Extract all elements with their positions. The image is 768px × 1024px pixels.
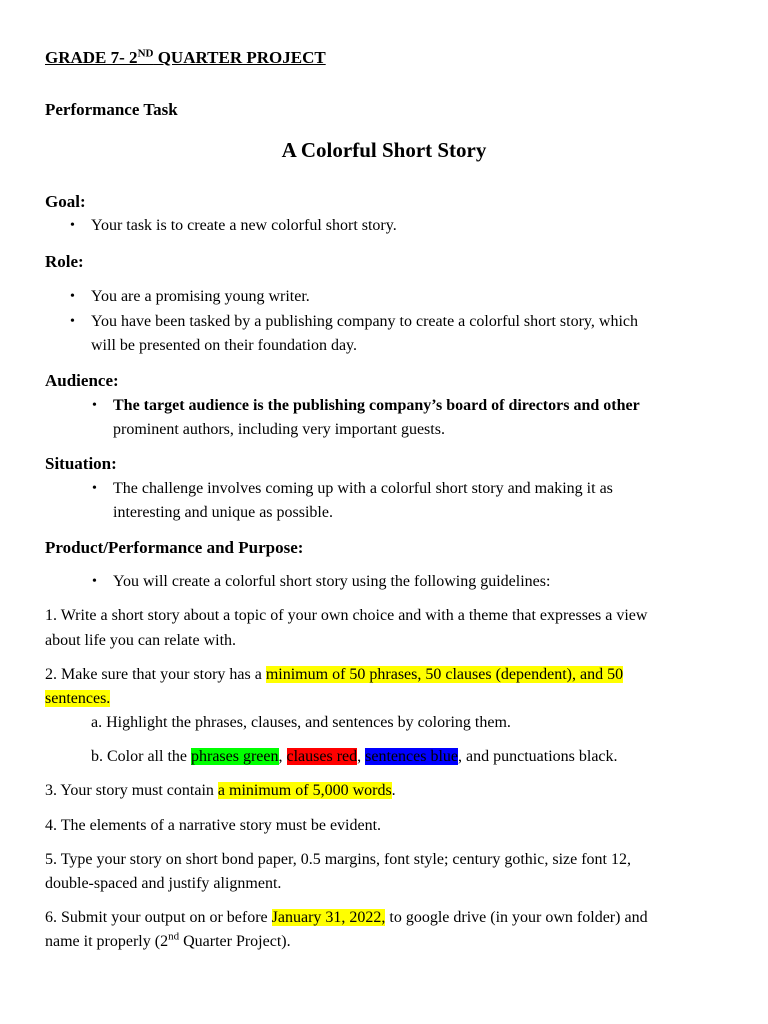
- guideline-2-line2: [45, 690, 110, 708]
- bullet-icon: •: [92, 398, 97, 413]
- highlight-yellow: minimum of 50 phrases, 50 clauses (dependent), and 50: [265, 666, 624, 683]
- goal-label: Goal:: [45, 192, 86, 211]
- guideline-1-line2: about life you can relate with.: [45, 632, 237, 649]
- guideline-2b: b. Color all the phrases green, clauses red, sentences blue, and punctuations black.: [91, 748, 618, 765]
- bullet-icon: •: [92, 574, 97, 589]
- bullet-icon: •: [70, 289, 75, 304]
- situation-line-1: The challenge involves coming up with a colorful short story and making it as: [113, 480, 613, 497]
- situation-line-2: interesting and unique as possible.: [113, 504, 333, 521]
- situation-label: Situation:: [45, 454, 117, 473]
- guideline-5-line2: double-spaced and justify alignment.: [45, 875, 282, 892]
- guideline-5-line1: 5. Type your story on short bond paper, 0.5 margins, font style; century gothic, size font 12,: [45, 851, 631, 868]
- product-label: Product/Performance and Purpose:: [45, 538, 304, 557]
- guideline-6-line2: name it properly (2nd Quarter Project).: [45, 930, 291, 950]
- guideline-2-line1: 2. Make sure that your story has a minimum of 50 phrases, 50 clauses (dependent), and 50: [45, 666, 624, 683]
- performance-task-heading: Performance Task: [45, 100, 178, 119]
- guideline-6-line1: 6. Submit your output on or before January 31, 2022, to google drive (in your own folder) and: [45, 909, 648, 926]
- highlight-yellow: sentences.: [45, 690, 111, 707]
- bullet-icon: •: [92, 481, 97, 496]
- audience-label: Audience:: [45, 371, 119, 390]
- role-bullet-1: You are a promising young writer.: [91, 288, 310, 305]
- highlight-yellow: January 31, 2022,: [271, 909, 386, 926]
- role-bullet-2-line2: will be presented on their foundation day.: [91, 337, 357, 354]
- bullet-icon: •: [70, 314, 75, 329]
- audience-line-2: prominent authors, including very important guests.: [113, 421, 445, 438]
- role-bullet-2-line1: You have been tasked by a publishing company to create a colorful short story, which: [91, 313, 638, 330]
- highlight-red: clauses red: [286, 748, 358, 765]
- product-bullet: You will create a colorful short story using the following guidelines:: [113, 573, 551, 590]
- highlight-yellow: a minimum of 5,000 words: [217, 782, 392, 799]
- guideline-1-line1: 1. Write a short story about a topic of your own choice and with a theme that expresses a view: [45, 607, 648, 624]
- story-title: A Colorful Short Story: [281, 138, 487, 162]
- guideline-3: 3. Your story must contain a minimum of 5,000 words.: [45, 782, 396, 799]
- highlight-green: phrases green: [190, 748, 279, 765]
- highlight-blue: sentences blue: [365, 748, 458, 765]
- bullet-icon: •: [70, 218, 75, 233]
- document-title: GRADE 7- 2ND QUARTER PROJECT: [45, 47, 326, 67]
- guideline-2a: a. Highlight the phrases, clauses, and sentences by coloring them.: [91, 714, 511, 731]
- guideline-4: 4. The elements of a narrative story must be evident.: [45, 817, 382, 834]
- audience-line-1: The target audience is the publishing company’s board of directors and other: [113, 397, 640, 414]
- role-label: Role:: [45, 252, 84, 271]
- goal-bullet: Your task is to create a new colorful short story.: [91, 217, 397, 234]
